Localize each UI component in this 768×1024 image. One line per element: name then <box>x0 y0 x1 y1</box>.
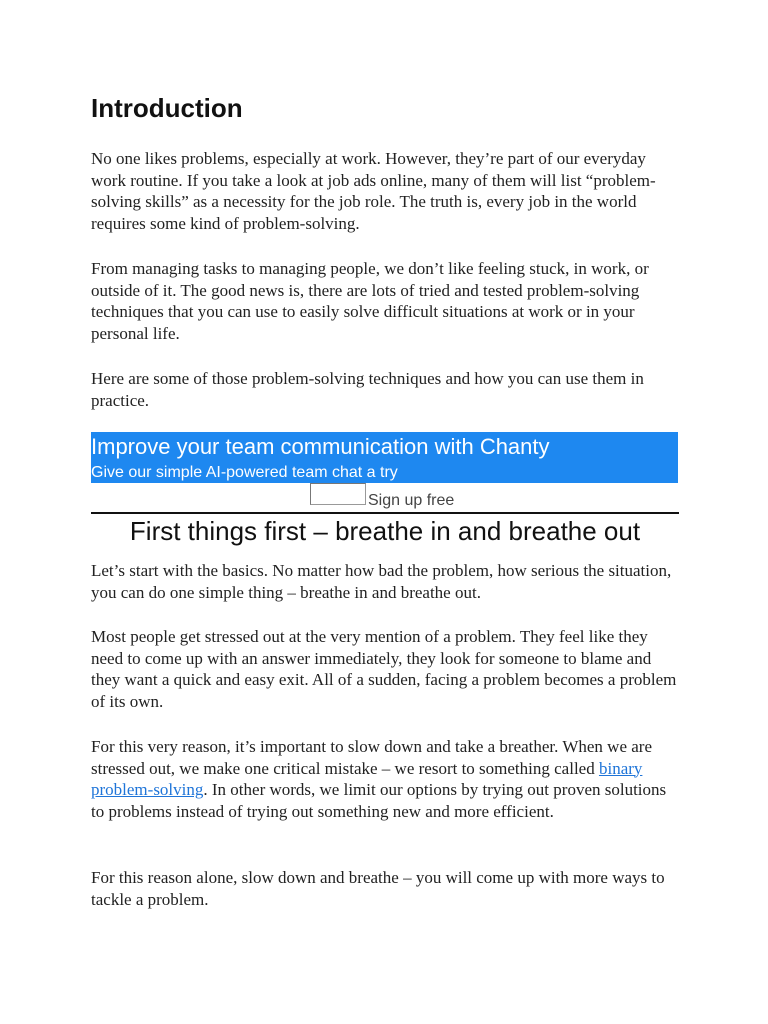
intro-paragraph-3: Here are some of those problem-solving techniques and how you can use them in practice. <box>91 369 644 410</box>
broken-image-icon <box>310 483 366 505</box>
section-divider <box>91 512 679 514</box>
section-heading: First things first – breathe in and breathe out <box>129 516 641 546</box>
chanty-promo-banner[interactable] <box>91 432 678 483</box>
section-paragraph-2: Most people get stressed out at the very mention of a problem. They feel like they need to come up with an answer immediately, they look for someone to blame and they want a quick and easy exit. All of a sudden, facing a problem becomes a problem of its own. <box>91 627 677 711</box>
intro-paragraph-2: From managing tasks to managing people, we don’t like feeling stuck, in work, or outside of it. The good news is, there are lots of tried and tested problem-solving techniques that you can use to easily solve difficult situations at work or in your personal life. <box>91 259 649 343</box>
promo-title: Improve your team communication with Chanty <box>91 434 550 459</box>
paragraph-text-before-link: For this very reason, it’s important to slow down and take a breather. When we are stressed out, we make one critical mistake – we resort to something called <box>91 737 653 778</box>
paragraph-text-after-link: . In other words, we limit our options by trying out proven solutions to problems instead of trying out something new and more efficient. <box>91 780 667 821</box>
intro-heading: Introduction <box>91 93 243 123</box>
promo-subtitle: Give our simple AI-powered team chat a try <box>91 464 398 481</box>
section-paragraph-4: For this reason alone, slow down and breathe – you will come up with more ways to tackle a problem. <box>91 868 665 909</box>
binary-problem-solving-link[interactable]: binary problem-solving <box>91 758 643 799</box>
intro-paragraph-1: No one likes problems, especially at work. However, they’re part of our everyday work routine. If you take a look at job ads online, many of them will list “problem-solving skills” as a necessity for the job role. The truth is, every job in the world requires some kind of problem-solving. <box>91 149 656 233</box>
section-paragraph-1: Let’s start with the basics. No matter how bad the problem, how serious the situation, you can do one simple thing – breathe in and breathe out. <box>91 561 672 602</box>
section-paragraph-3 <box>91 736 679 822</box>
sign-up-label: Sign up free <box>368 492 455 509</box>
